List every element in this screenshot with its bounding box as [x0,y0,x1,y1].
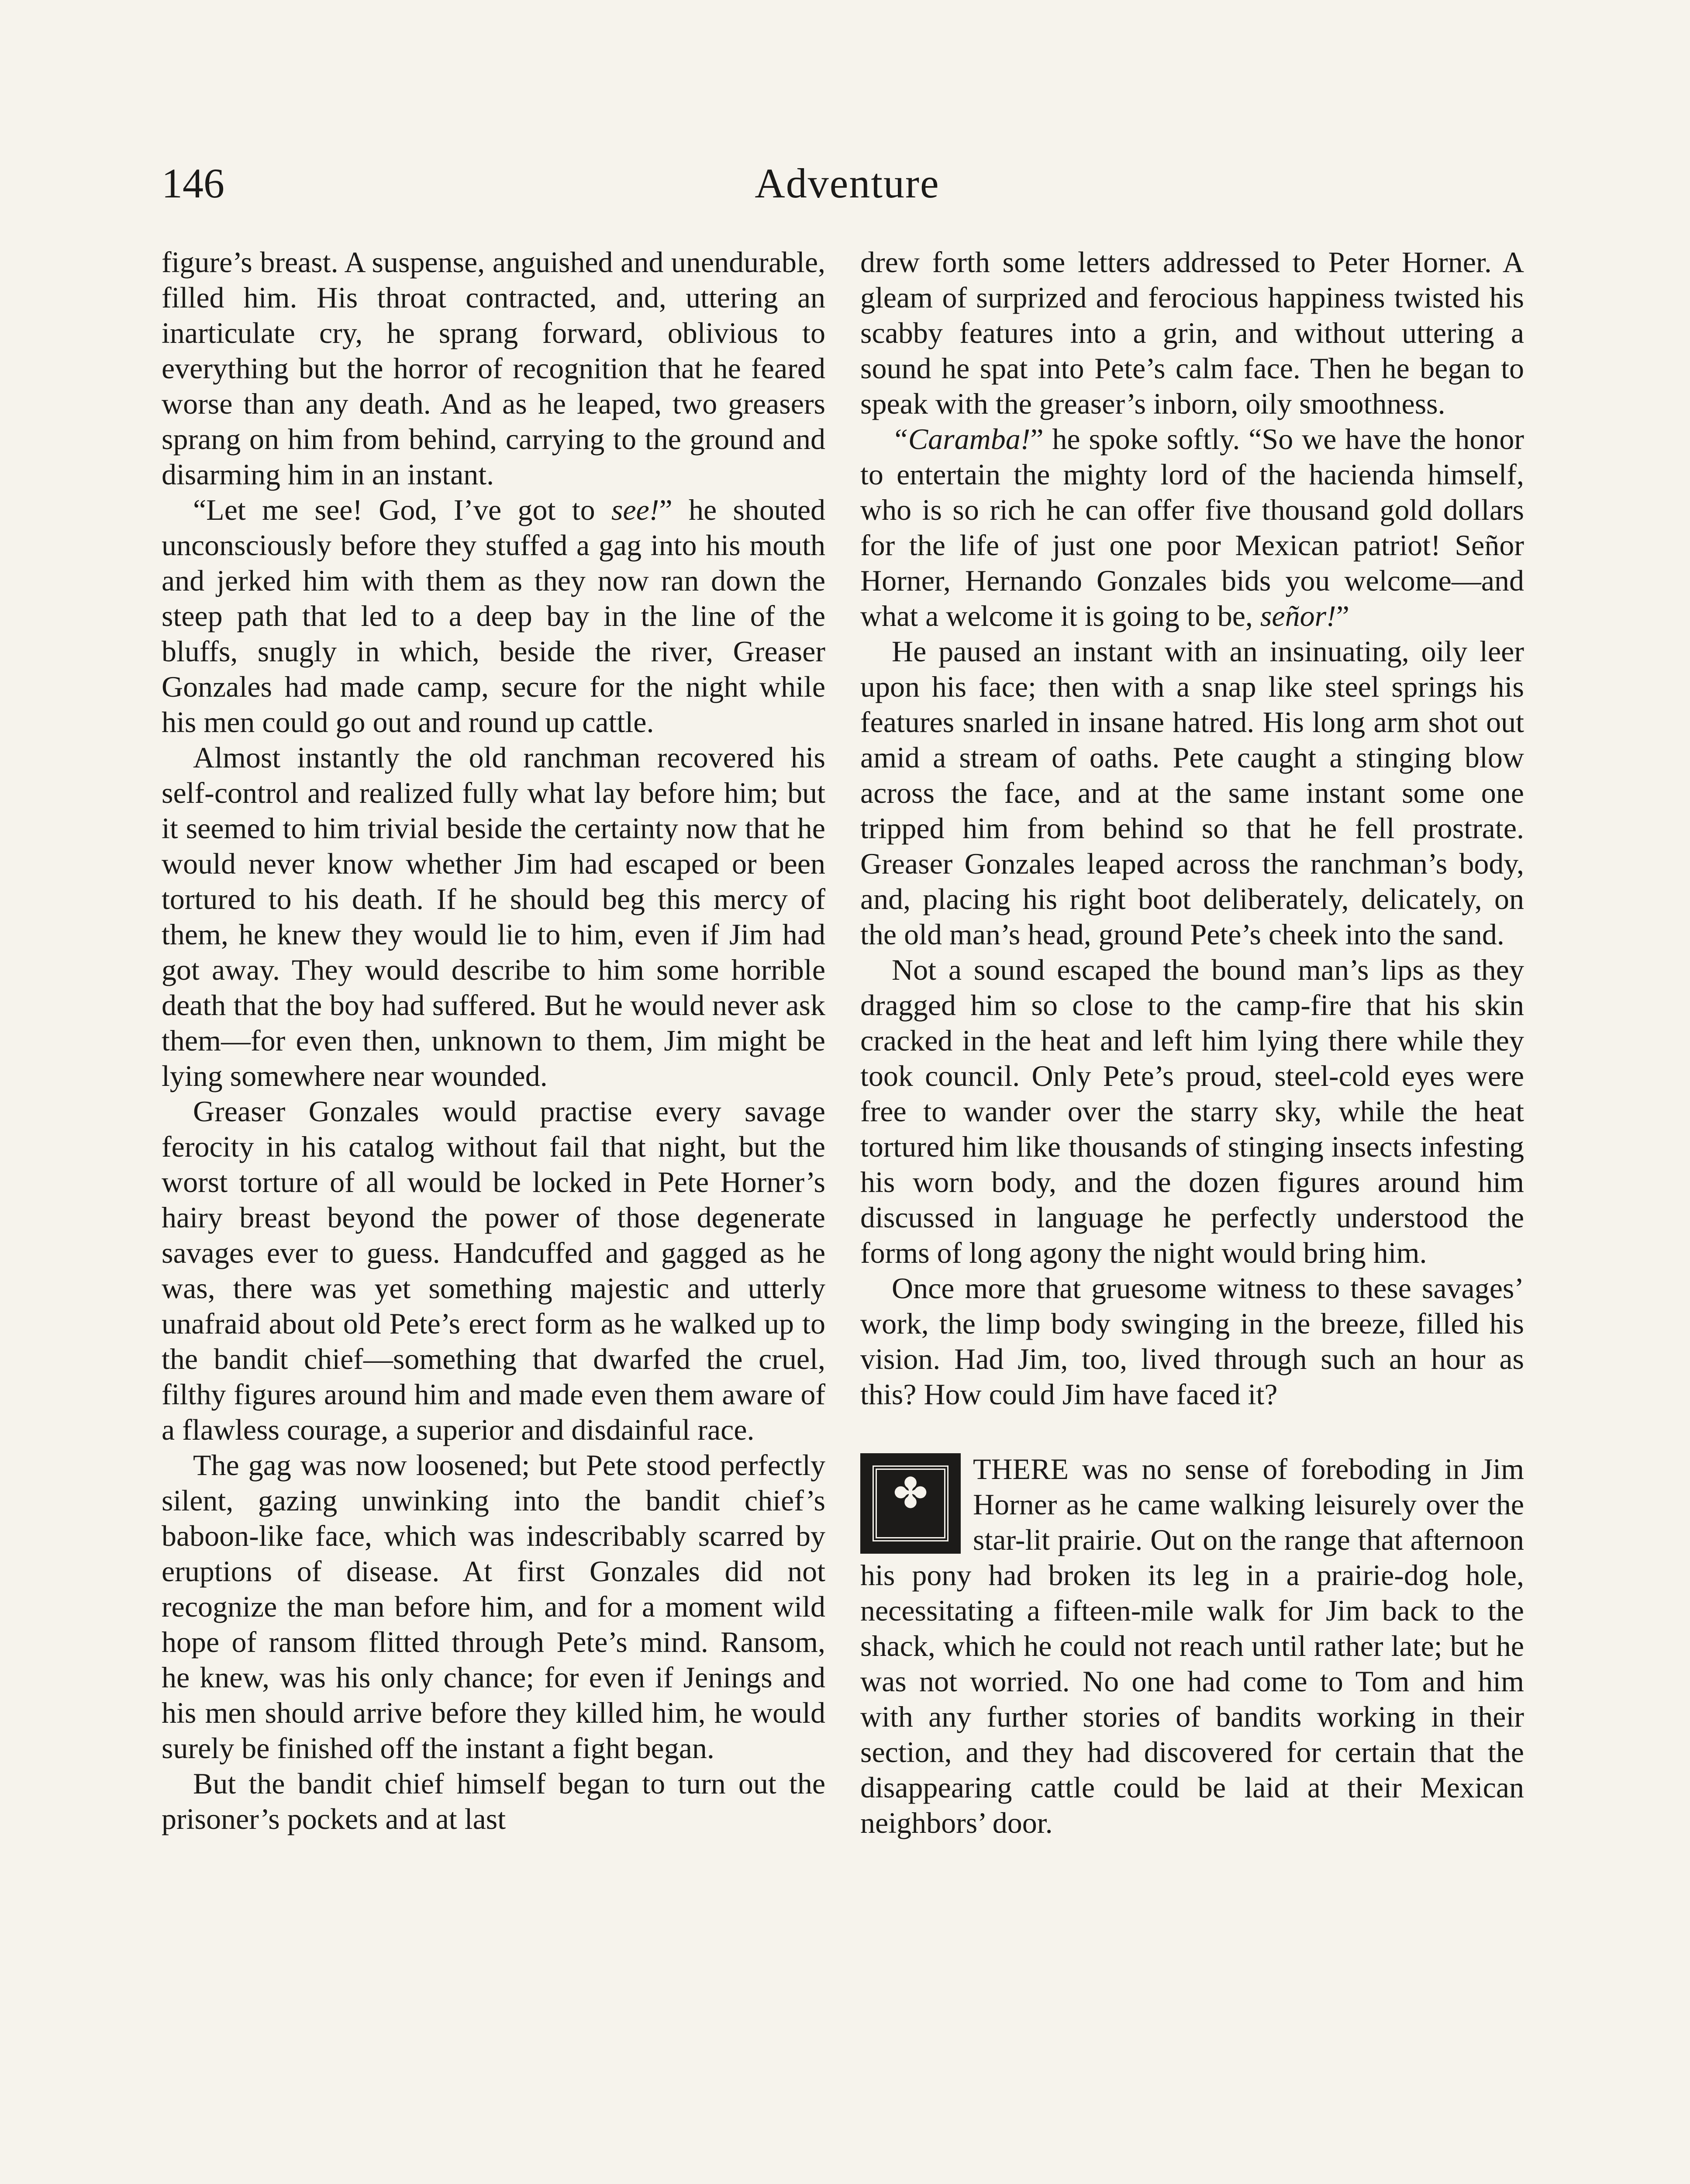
paragraph: “Caramba!” he spoke softly. “So we have the honor to entertain the mighty lord of the hacienda himself, who is so rich he can offer five thousand gold dollars for the life of just one poor Mexican patriot! Señor Horner, Hernando Gonzales bids you welcome—and what a welcome it is going to be, señor!” [860,422,1524,632]
right-column [860,245,1524,1841]
paragraph: Not a sound escaped the bound man’s lips as they dragged him so close to the camp-fire that his skin cracked in the heat and left him lying there while they took council. Only Pete’s proud, steel-cold eyes were free to wander over the starry sky, while the heat tortured him like thousands of stinging insects infesting his worn body, and the dozen figures around him discussed in language he perfectly understood the forms of long agony the night would bring him. [860,953,1524,1269]
left-column [162,245,825,1837]
paragraph: He paused an instant with an insinuating, oily leer upon his face; then with a snap like steel springs his features snarled in insane hatred. His long arm shot out amid a stream of oaths. Pete caught a stinging blow across the face, and at the same instant some one tripped him from behind so that he fell prostrate. Greaser Gonzales leaped across the ranchman’s body, and, placing his right boot deliberately, delicately, on the old man’s head, ground Pete’s cheek into the sand. [860,635,1524,951]
paragraph: drew forth some letters addressed to Peter Horner. A gleam of surprized and ferocious happiness twisted his scabby features into a grin, and without uttering a sound he spat into Pete’s calm face. Then he began to speak with the greaser’s inborn, oily smoothness. [860,245,1524,420]
running-head: Adventure [755,160,940,207]
paragraph: Almost instantly the old ranchman recovered his self-control and realized fully what lay before him; but it seemed to him trivial beside the certainty now that he would never know whether Jim had escaped or been tortured to his death. If he should beg this mercy of them, he knew they would lie to him, even if Jim had got away. They would describe to him some horrible death that the boy had suffered. But he would never ask them—for even then, unknown to them, Jim might be lying somewhere near wounded. [162,741,825,1092]
emphasis: “Caramba! [892,422,1031,456]
paragraph: Greaser Gonzales would practise every savage ferocity in his catalog without fail that night, but the worst torture of all would be locked in Pete Horner’s hairy breast beyond the power of those degenerate savages ever to guess. Handcuffed and gagged as he was, there was yet something majestic and utterly unafraid about old Pete’s erect form as he walked up to the bandit chief—something that dwarfed the cruel, filthy figures around him and made even them aware of a flawless courage, a superior and disdainful race. [162,1095,825,1446]
ornamental-initial-icon: ✤ [860,1453,961,1554]
paragraph: “Let me see! God, I’ve got to see!” he shouted unconsciously before they stuffed a gag into his mouth and jerked him with them as they now ran down the steep path that led to a deep bay in the line of the bluffs, snugly in which, beside the river, Greaser Gonzales had made camp, secure for the night while his men could go out and round up cattle. [162,493,825,739]
section-start [860,1451,1524,1841]
page-number: 146 [162,160,224,207]
paragraph: THERE was no sense of foreboding in Jim Horner as he came walking leisurely over the star-lit prairie. Out on the range that afternoon his pony had broken its leg in a prairie-dog hole, necessitating a fifteen-mile walk for Jim back to the shack, which he could not reach until rather late; but he was not worried. No one had come to Tom and him with any further stories of bandits working in their section, and they had discovered for certain that the disappearing cattle could be laid at their Mexican neighbors’ door. [860,1452,1524,1839]
paragraph: figure’s breast. A suspense, anguished and unendurable, filled him. His throat contracted, and, uttering an inarticulate cry, he sprang forward, oblivious to everything but the horror of recognition that he feared worse than any death. And as he leaped, two greasers sprang on him from behind, carrying to the ground and disarming him in an instant. [162,245,825,491]
page-header [162,157,1533,218]
paragraph: The gag was now loosened; but Pete stood perfectly silent, gazing unwinking into the bandit chief’s baboon-like face, which was indescribably scarred by eruptions of disease. At first Gonzales did not recognize the man before him, and for a moment wild hope of ransom flitted through Pete’s mind. Ransom, he knew, was his only chance; for even if Jenings and his men should arrive before they killed him, he would surely be finished off the instant a fight began. [162,1448,825,1765]
emphasis: see! [611,493,659,526]
emphasis: señor! [1260,599,1336,632]
paragraph: But the bandit chief himself began to turn out the prisoner’s pockets and at last [162,1767,825,1835]
paragraph: Once more that gruesome witness to these savages’ work, the limp body swinging in the breeze, filled his vision. Had Jim, too, lived through such an hour as this? How could Jim have faced it? [860,1272,1524,1411]
